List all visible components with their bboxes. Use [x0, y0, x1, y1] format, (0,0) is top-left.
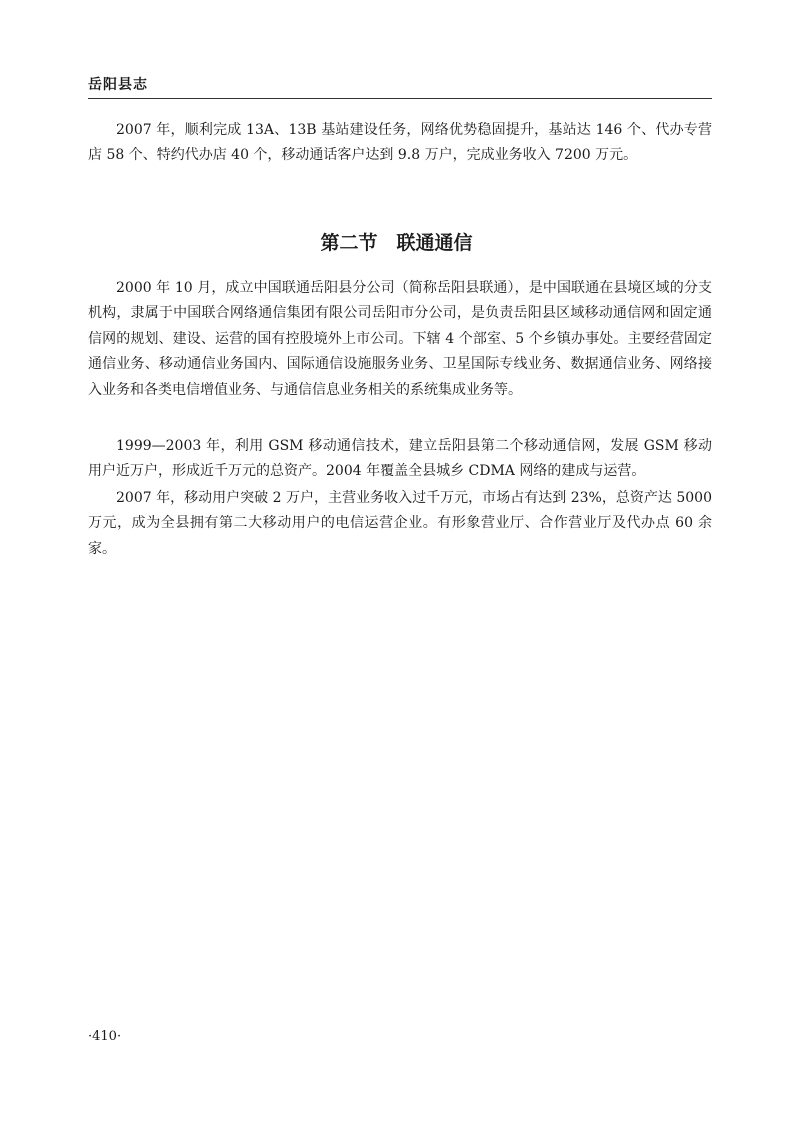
running-head-title: 岳阳县志 — [88, 77, 148, 93]
paragraph-gsm-network: 1999—2003 年，利用 GSM 移动通信技术，建立岳阳县第二个移动通信网，发展 GSM 移动用户近万户，形成近千万元的总资产。2004 年覆盖全县城乡 CDMA 网络的建成与运营。 — [88, 438, 712, 480]
paragraph-mobile-summary: 2007 年，顺利完成 13A、13B 基站建设任务，网络优势稳固提升，基站达 146 个、代办专营店 58 个、特约代办店 40 个，移动通话客户达到 9.8 万户，完成业务收入 7200 万元。 — [88, 122, 712, 164]
header-rule — [88, 98, 712, 99]
paragraph-unicom-establishment: 2000 年 10 月，成立中国联通岳阳县分公司（简称岳阳县联通），是中国联通在县境区域的分支机构，隶属于中国联合网络通信集团有限公司岳阳市分公司，是负责岳阳县区域移动通信网和固定通信网的规划、建设、运营的国有控股境外上市公司。下辖 4 个部室、5 个乡镇办事处。主要经营固定通信业务、移动通信业务国内、国际通信设施服务业务、卫星国际专线业务、数据通信业务、网络接入业务和各类电信增值业务、与通信信息业务相关的系统集成业务等。 — [88, 280, 712, 398]
page-number: ·410· — [88, 1029, 122, 1044]
section-title: 第二节 联通通信 — [320, 232, 473, 254]
paragraph-2007-results: 2007 年，移动用户突破 2 万户，主营业务收入过千万元，市场占有达到 23%，总资产达 5000 万元，成为全县拥有第二大移动用户的电信运营企业。有形象营业厅、合作营业厅及代办点 60 余家。 — [88, 490, 712, 557]
